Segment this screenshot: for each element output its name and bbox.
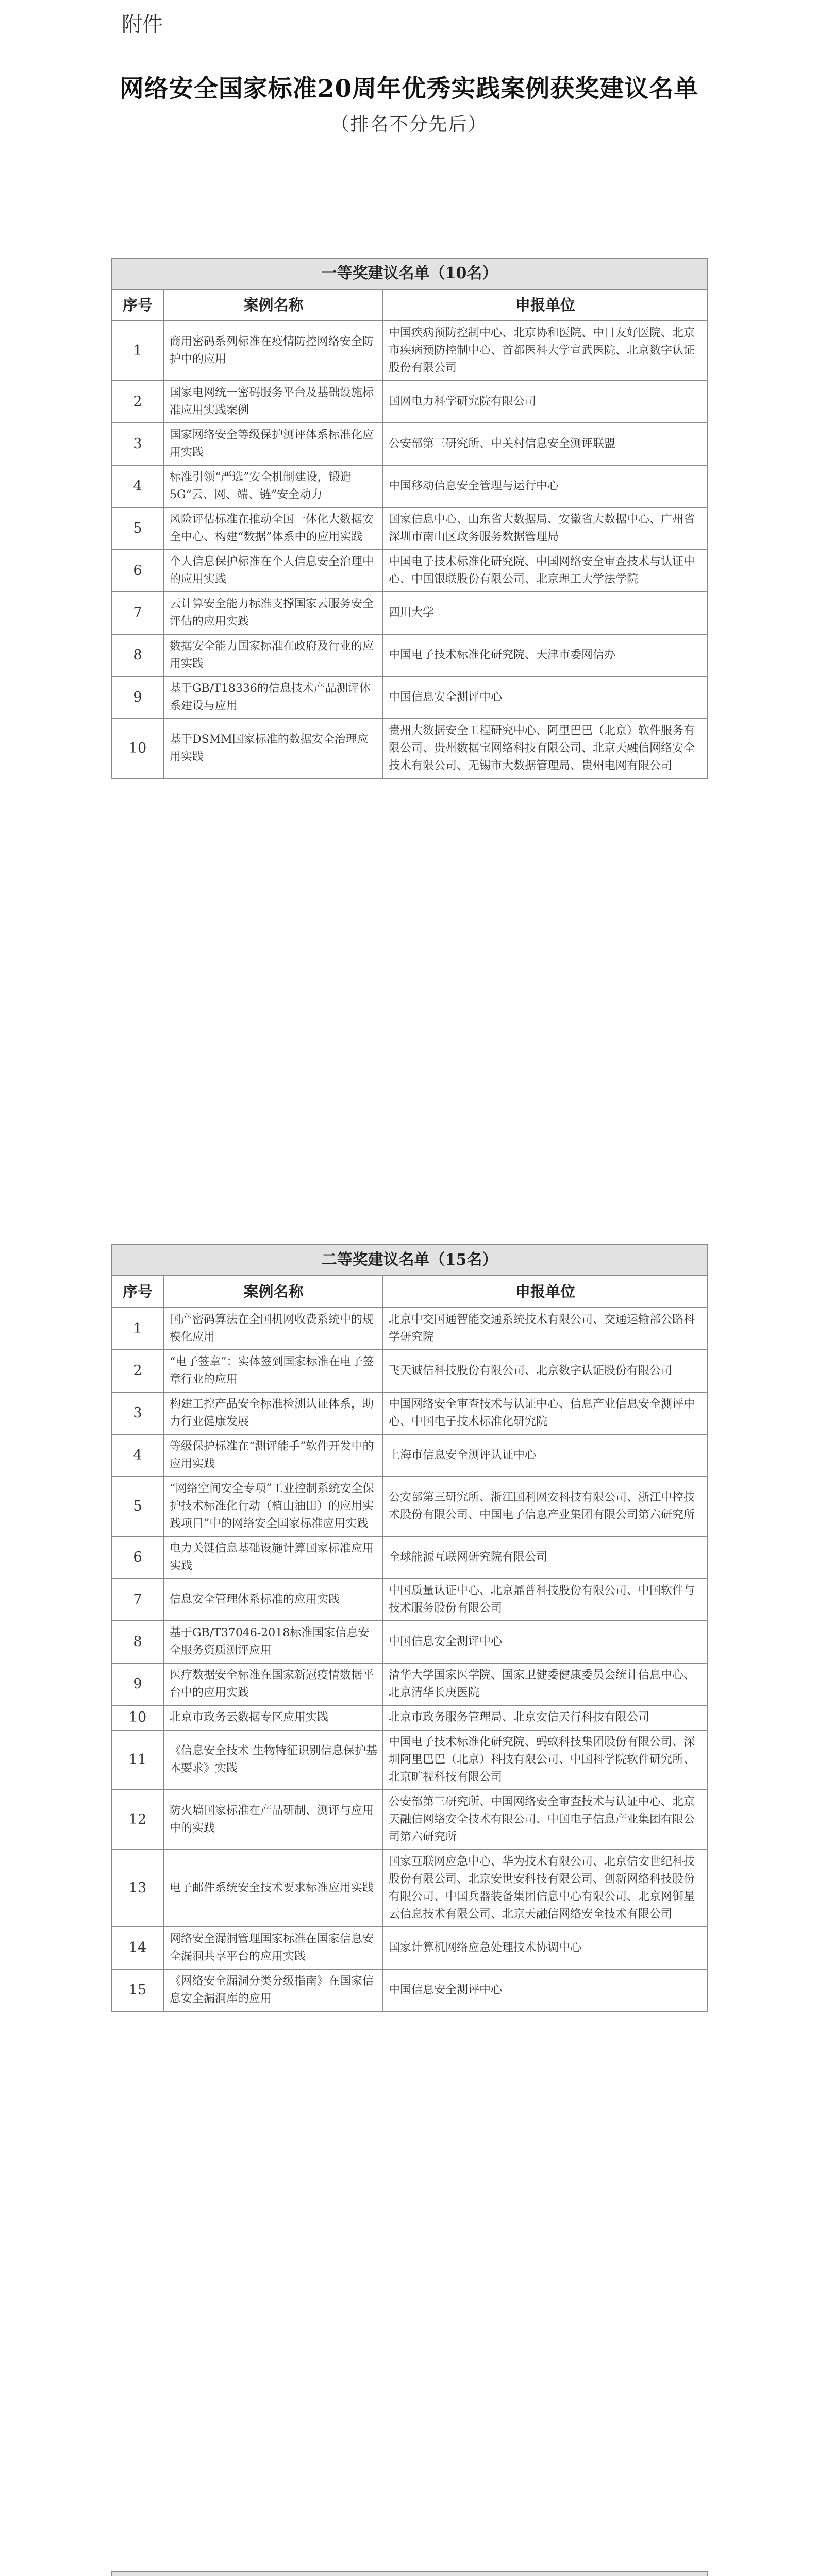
applicant-org: 公安部第三研究所、浙江国利网安科技有限公司、浙江中控技术股份有限公司、中国电子信息产业集团有限公司第六研究所	[383, 1477, 708, 1536]
table-row	[111, 465, 708, 507]
case-name: 标准引领“严选”安全机制建设，锻造5G“云、网、端、链”安全动力	[164, 465, 383, 507]
applicant-org: 国家信息中心、山东省大数据局、安徽省大数据中心、广州省深圳市南山区政务服务数据管理局	[383, 507, 708, 550]
table-row	[111, 676, 708, 719]
case-name: 《网络安全漏洞分类分级指南》在国家信息安全漏洞库的应用	[164, 1969, 383, 2011]
case-name: 基于GB/T37046-2018标准国家信息安全服务资质测评应用	[164, 1621, 383, 1663]
third-prize-table	[111, 2571, 708, 2576]
page-subtitle: （排名不分先后）	[330, 114, 488, 135]
row-number: 7	[111, 592, 164, 634]
case-name: 等级保护标准在“测评能手”软件开发中的应用实践	[164, 1434, 383, 1477]
row-number: 5	[111, 507, 164, 550]
applicant-org: 中国电子技术标准化研究院、蚂蚁科技集团股份有限公司、深圳阿里巴巴（北京）科技有限公司、中国科学院软件研究所、北京旷视科技有限公司	[383, 1730, 708, 1790]
row-number: 3	[111, 423, 164, 465]
row-number: 4	[111, 1434, 164, 1477]
attachment-label: 附件	[122, 13, 163, 37]
table-caption: 二等奖建议名单（15名）	[111, 1245, 708, 1276]
case-name: 《信息安全技术 生物特征识别信息保护基本要求》实践	[164, 1730, 383, 1790]
applicant-org: 中国信息安全测评中心	[383, 1621, 708, 1663]
table-row	[111, 1350, 708, 1392]
column-header-name: 案例名称	[164, 1276, 383, 1308]
row-number: 1	[111, 1308, 164, 1350]
table-row	[111, 719, 708, 778]
applicant-org: 公安部第三研究所、中关村信息安全测评联盟	[383, 423, 708, 465]
applicant-org: 中国电子技术标准化研究院、中国网络安全审查技术与认证中心、中国银联股份有限公司、北京理工大学法学院	[383, 550, 708, 592]
applicant-org: 四川大学	[383, 592, 708, 634]
second-prize-table	[111, 1244, 708, 2012]
applicant-org: 国家互联网应急中心、华为技术有限公司、北京信安世纪科技股份有限公司、北京安世安科技有限公司、创新网络科技股份有限公司、中国兵器装备集团信息中心有限公司、北京网御星云信息技术有限公司、北京天融信网络安全技术有限公司	[383, 1850, 708, 1927]
case-name: 医疗数据安全标准在国家新冠疫情数据平台中的应用实践	[164, 1663, 383, 1705]
table-row	[111, 423, 708, 465]
table-caption: 一等奖建议名单（10名）	[111, 258, 708, 289]
table-row	[111, 381, 708, 423]
table-row	[111, 592, 708, 634]
first-prize-table	[111, 258, 708, 779]
table-row	[111, 1969, 708, 2011]
applicant-org: 清华大学国家医学院、国家卫健委健康委员会统计信息中心、北京清华长庚医院	[383, 1663, 708, 1705]
case-name: 风险评估标准在推动全国一体化大数据安全中心、构建“数据”体系中的应用实践	[164, 507, 383, 550]
row-number: 10	[111, 1705, 164, 1730]
row-number: 6	[111, 550, 164, 592]
case-name: 国家网络安全等级保护测评体系标准化应用实践	[164, 423, 383, 465]
applicant-org: 中国电子技术标准化研究院、天津市委网信办	[383, 634, 708, 676]
row-number: 10	[111, 719, 164, 778]
applicant-org: 上海市信息安全测评认证中心	[383, 1434, 708, 1477]
case-name: 电力关键信息基础设施计算国家标准应用实践	[164, 1536, 383, 1579]
table-row	[111, 1308, 708, 1350]
applicant-org: 北京市政务服务管理局、北京安信天行科技有限公司	[383, 1705, 708, 1730]
table-row	[111, 1621, 708, 1663]
applicant-org: 国网电力科学研究院有限公司	[383, 381, 708, 423]
column-header-no: 序号	[111, 1276, 164, 1308]
column-header-org: 申报单位	[383, 289, 708, 321]
row-number: 1	[111, 321, 164, 381]
case-name: 北京市政务云数据专区应用实践	[164, 1705, 383, 1730]
case-name: 信息安全管理体系标准的应用实践	[164, 1579, 383, 1621]
row-number: 6	[111, 1536, 164, 1579]
row-number: 9	[111, 676, 164, 719]
applicant-org: 中国信息安全测评中心	[383, 1969, 708, 2011]
case-name: 构建工控产品安全标准检测认证体系，助力行业健康发展	[164, 1392, 383, 1434]
table-caption	[111, 2571, 708, 2576]
case-name: 国产密码算法在全国机网收费系统中的规模化应用	[164, 1308, 383, 1350]
applicant-org: 国家计算机网络应急处理技术协调中心	[383, 1927, 708, 1969]
table-row	[111, 1790, 708, 1850]
case-name: 网络安全漏洞管理国家标准在国家信息安全漏洞共享平台的应用实践	[164, 1927, 383, 1969]
case-name: 国家电网统一密码服务平台及基础设施标准应用实践案例	[164, 381, 383, 423]
applicant-org: 贵州大数据安全工程研究中心、阿里巴巴（北京）软件服务有限公司、贵州数据宝网络科技有限公司、北京天融信网络安全技术有限公司、无锡市大数据管理局、贵州电网有限公司	[383, 719, 708, 778]
table-row	[111, 507, 708, 550]
row-number: 8	[111, 634, 164, 676]
table-row	[111, 1850, 708, 1927]
case-name: 个人信息保护标准在个人信息安全治理中的应用实践	[164, 550, 383, 592]
table-row	[111, 1434, 708, 1477]
case-name: 防火墙国家标准在产品研制、测评与应用中的实践	[164, 1790, 383, 1850]
row-number: 15	[111, 1969, 164, 2011]
row-number: 9	[111, 1663, 164, 1705]
row-number: 2	[111, 381, 164, 423]
case-name: 数据安全能力国家标准在政府及行业的应用实践	[164, 634, 383, 676]
case-name: 电子邮件系统安全技术要求标准应用实践	[164, 1850, 383, 1927]
applicant-org: 公安部第三研究所、中国网络安全审查技术与认证中心、北京天融信网络安全技术有限公司、中国电子信息产业集团有限公司第六研究所	[383, 1790, 708, 1850]
case-name: 基于GB/T18336的信息技术产品测评体系建设与应用	[164, 676, 383, 719]
table-row	[111, 1730, 708, 1790]
case-name: “电子签章”：实体签到国家标准在电子签章行业的应用	[164, 1350, 383, 1392]
applicant-org: 中国疾病预防控制中心、北京协和医院、中日友好医院、北京市疾病预防控制中心、首都医科大学宣武医院、北京数字认证股份有限公司	[383, 321, 708, 381]
row-number: 3	[111, 1392, 164, 1434]
row-number: 11	[111, 1730, 164, 1790]
case-name: 商用密码系列标准在疫情防控网络安全防护中的应用	[164, 321, 383, 381]
case-name: 基于DSMM国家标准的数据安全治理应用实践	[164, 719, 383, 778]
applicant-org: 北京中交国通智能交通系统技术有限公司、交通运输部公路科学研究院	[383, 1308, 708, 1350]
column-header-no: 序号	[111, 289, 164, 321]
table-row	[111, 550, 708, 592]
applicant-org: 中国移动信息安全管理与运行中心	[383, 465, 708, 507]
table-row	[111, 1477, 708, 1536]
applicant-org: 中国质量认证中心、北京鼎普科技股份有限公司、中国软件与技术服务股份有限公司	[383, 1579, 708, 1621]
applicant-org: 全球能源互联网研究院有限公司	[383, 1536, 708, 1579]
applicant-org: 中国网络安全审查技术与认证中心、信息产业信息安全测评中心、中国电子技术标准化研究院	[383, 1392, 708, 1434]
row-number: 5	[111, 1477, 164, 1536]
table-row	[111, 634, 708, 676]
table-row	[111, 1705, 708, 1730]
table-row	[111, 1927, 708, 1969]
row-number: 7	[111, 1579, 164, 1621]
row-number: 12	[111, 1790, 164, 1850]
table-row	[111, 321, 708, 381]
case-name: “网络空间安全专项”工业控制系统安全保护技术标准化行动（植山油田）的应用实践项目”中的网络安全国家标准应用实践	[164, 1477, 383, 1536]
table-row	[111, 1536, 708, 1579]
case-name: 云计算安全能力标准支撑国家云服务安全评估的应用实践	[164, 592, 383, 634]
column-header-org: 申报单位	[383, 1276, 708, 1308]
column-header-name: 案例名称	[164, 289, 383, 321]
row-number: 14	[111, 1927, 164, 1969]
applicant-org: 中国信息安全测评中心	[383, 676, 708, 719]
table-row	[111, 1663, 708, 1705]
table-row	[111, 1579, 708, 1621]
applicant-org: 飞天诚信科技股份有限公司、北京数字认证股份有限公司	[383, 1350, 708, 1392]
table-row	[111, 1392, 708, 1434]
row-number: 13	[111, 1850, 164, 1927]
row-number: 2	[111, 1350, 164, 1392]
page-title: 网络安全国家标准20周年优秀实践案例获奖建议名单	[119, 75, 699, 103]
row-number: 4	[111, 465, 164, 507]
row-number: 8	[111, 1621, 164, 1663]
